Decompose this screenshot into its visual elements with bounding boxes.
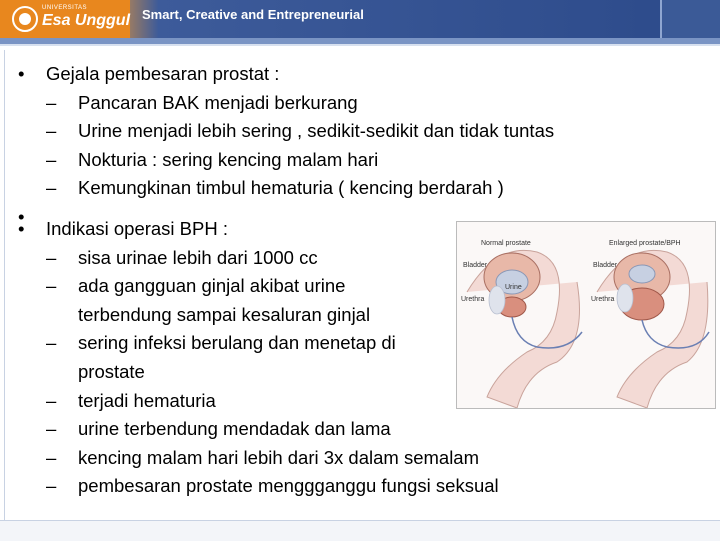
prostate-illustration: [456, 221, 716, 409]
bullet-symptoms-title: Gejala pembesaran prostat :: [46, 63, 280, 84]
bullet-symptoms: [18, 60, 708, 203]
header-accent-box: [660, 0, 720, 38]
label-bladder-left: Bladder: [463, 262, 488, 269]
prostate-anatomy-icon: [457, 222, 715, 408]
list-item: – kencing malam hari lebih dari 3x dalam semalam: [46, 444, 708, 473]
list-item: – Nokturia : sering kencing malam hari: [46, 146, 708, 175]
list-item: – urine terbendung mendadak dan lama: [46, 415, 708, 444]
logo-text: Esa Unggul: [42, 12, 131, 29]
list-item: [46, 329, 408, 386]
label-normal-prostate: Normal prostate: [481, 240, 531, 247]
label-urethra-left: Urethra: [461, 296, 485, 303]
bullet-indications-title: Indikasi operasi BPH :: [46, 217, 229, 239]
symptoms-list: [46, 89, 708, 203]
spacer: [18, 203, 708, 215]
logo-small-text: UNIVERSITAS: [42, 5, 88, 11]
list-item: – pembesaran prostate menggganggu fungsi seksual: [46, 472, 708, 501]
label-bladder-right: Bladder: [593, 262, 618, 269]
tagline: Smart, Creative and Entrepreneurial: [142, 7, 364, 22]
label-urine: Urine: [505, 284, 522, 291]
list-item: – sisa urinae lebih dari 1000 cc: [46, 244, 708, 273]
list-item: – Kemungkinan timbul hematuria ( kencing berdarah ): [46, 174, 708, 203]
list-item: – terjadi hematuria: [46, 387, 708, 416]
label-urethra-right: Urethra: [591, 296, 615, 303]
list-item: – Urine menjadi lebih sering , sedikit-sedikit dan tidak tuntas: [46, 117, 708, 146]
footer-bar: [0, 520, 720, 541]
header-divider-thin: [0, 44, 720, 46]
left-rule: [4, 50, 5, 520]
list-item: – Pancaran BAK menjadi berkurang: [46, 89, 708, 118]
list-item-text: sering infeksi berulang dan menetap di prostate: [78, 332, 396, 382]
label-enlarged-prostate: Enlarged prostate/BPH: [609, 240, 681, 247]
list-item-text: ada gangguan ginjal akibat urine terbendung sampai kesaluran ginjal: [78, 275, 371, 325]
logo: [0, 0, 130, 38]
logo-emblem-icon: [12, 6, 38, 32]
list-item: [46, 272, 408, 329]
